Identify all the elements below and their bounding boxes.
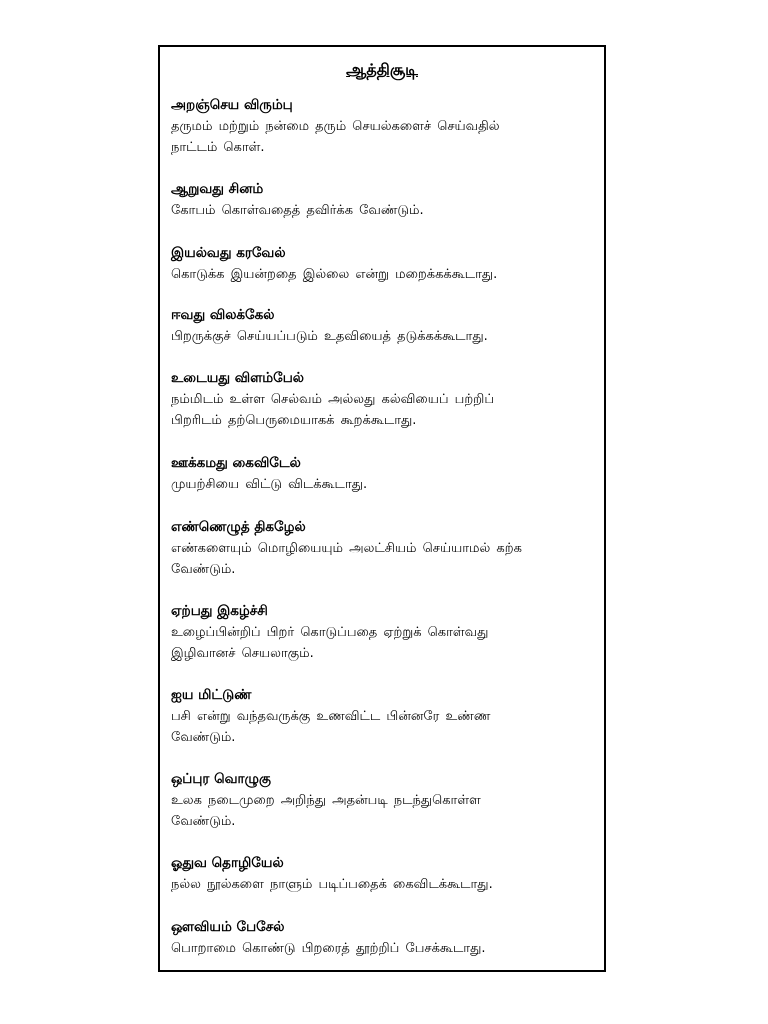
- meaning-line: நம்மிடம் உள்ள செல்வம் அல்லது கல்வியைப் பற்றிப்: [171, 392, 495, 407]
- verse-heading: ஊக்கமது கைவிடேல்: [171, 455, 301, 471]
- verse-meaning: [171, 474, 601, 495]
- verse-meaning: [171, 538, 601, 580]
- verse-item: [171, 453, 601, 495]
- verse-heading: எண்ணெழுத் திகழேல்: [171, 519, 306, 535]
- verse-heading: ஆறுவது சினம்: [171, 181, 264, 197]
- verse-heading: ஒப்புர வொழுகு: [171, 771, 271, 787]
- verse-heading: ஐய மிட்டுண்: [171, 687, 252, 703]
- verse-item: [171, 769, 601, 832]
- verse-item: [171, 685, 601, 748]
- verse-item: [171, 95, 601, 158]
- verse-heading: அறஞ்செய விரும்பு: [171, 97, 293, 113]
- verse-item: [171, 917, 601, 959]
- meaning-line: இழிவானச் செயலாகும்.: [171, 646, 314, 661]
- meaning-line: முயற்சியை விட்டு விடக்கூடாது.: [171, 477, 368, 492]
- meaning-line: உலக நடைமுறை அறிந்து அதன்படி நடந்துகொள்ள: [171, 793, 481, 808]
- verse-heading: ஓதுவ தொழியேல்: [171, 855, 284, 871]
- verse-meaning: [171, 116, 601, 158]
- document-frame: [158, 45, 606, 972]
- verse-item: [171, 517, 601, 580]
- verse-item: [171, 243, 601, 285]
- meaning-line: பசி என்று வந்தவருக்கு உணவிட்ட பின்னரே உண்ண: [171, 709, 491, 724]
- verse-meaning: [171, 790, 601, 832]
- document-title: ஆத்திசூடி: [346, 60, 418, 79]
- verse-heading: ஈவது விலக்கேல்: [171, 307, 275, 323]
- verse-heading: ஏற்பது இகழ்ச்சி: [171, 603, 268, 619]
- meaning-line: நாட்டம் கொள்.: [171, 140, 265, 155]
- verse-item: [171, 601, 601, 664]
- meaning-line: வேண்டும்.: [171, 814, 236, 829]
- meaning-line: பிறருக்குச் செய்யப்படும் உதவியைத் தடுக்கக்கூடாது.: [171, 329, 488, 344]
- meaning-line: கோபம் கொள்வதைத் தவிர்க்க வேண்டும்.: [171, 203, 424, 218]
- verse-item: [171, 305, 601, 347]
- verse-item: [171, 853, 601, 895]
- verse-meaning: [171, 874, 601, 895]
- meaning-line: எண்களையும் மொழியையும் அலட்சியம் செய்யாமல் கற்க: [171, 541, 522, 556]
- meaning-line: பிறரிடம் தற்பெருமையாகக் கூறக்கூடாது.: [171, 413, 417, 428]
- verse-heading: ஔவியம் பேசேல்: [171, 919, 285, 935]
- meaning-line: உழைப்பின்றிப் பிறர் கொடுப்பதை ஏற்றுக் கொள்வது: [171, 625, 489, 640]
- meaning-line: தருமம் மற்றும் நன்மை தரும் செயல்களைச் செய்வதில்: [171, 119, 500, 134]
- verse-meaning: [171, 326, 601, 347]
- meaning-line: வேண்டும்.: [171, 562, 236, 577]
- verse-item: [171, 368, 601, 431]
- verse-heading: இயல்வது கரவேல்: [171, 245, 286, 261]
- meaning-line: நல்ல நூல்களை நாளும் படிப்பதைக் கைவிடக்கூடாது.: [171, 877, 493, 892]
- meaning-line: பொறாமை கொண்டு பிறரைத் தூற்றிப் பேசக்கூடாது.: [171, 941, 486, 956]
- meaning-line: வேண்டும்.: [171, 730, 236, 745]
- verse-heading: உடையது விளம்பேல்: [171, 370, 304, 386]
- verse-meaning: [171, 622, 601, 664]
- verse-meaning: [171, 200, 601, 221]
- verse-meaning: [171, 389, 601, 431]
- verse-meaning: [171, 938, 601, 959]
- meaning-line: கொடுக்க இயன்றதை இல்லை என்று மறைக்கக்கூடாது.: [171, 267, 498, 282]
- verse-meaning: [171, 264, 601, 285]
- verse-item: [171, 179, 601, 221]
- verse-meaning: [171, 706, 601, 748]
